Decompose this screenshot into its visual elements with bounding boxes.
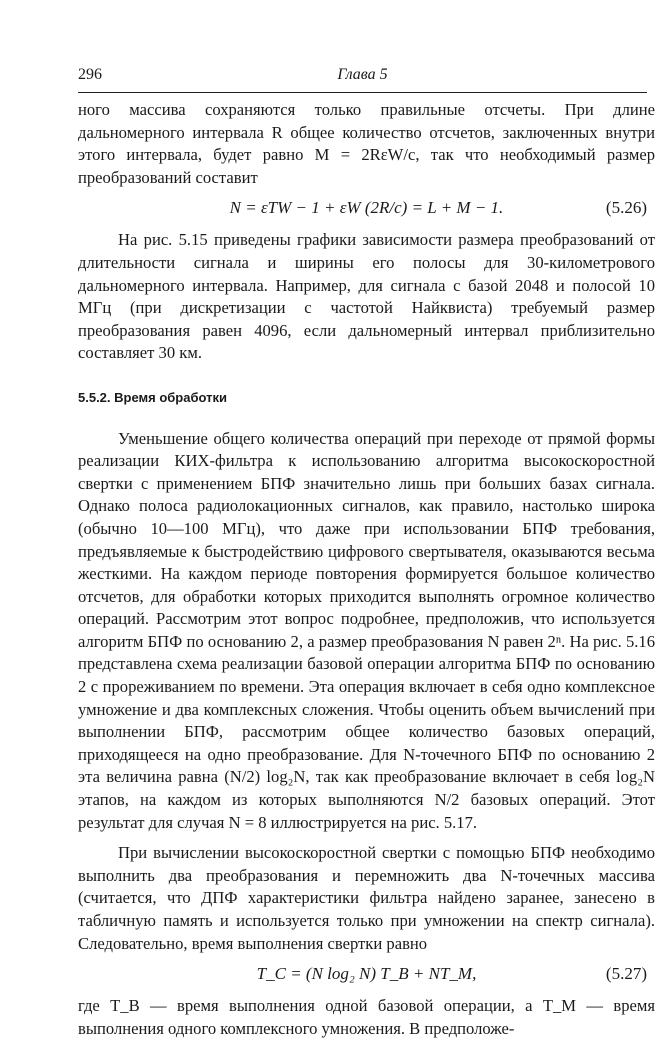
header-rule — [78, 92, 647, 93]
page-header — [78, 66, 647, 88]
section-heading: 5.5.2. Время обработки — [78, 389, 227, 405]
paragraph-continuation: ного массива сохраняются только правильные отсчеты. При длине дальномерного интервала R общее количество отсчетов, заключенных внутри этого интервала, будет равно M = 2RεW/c, так что необходимый размер преобразований составит — [78, 100, 655, 187]
paragraph-continuation: где T_B — время выполнения одной базовой операции, а T_M — время выполнения одного комплексного умножения. В предположе- — [78, 996, 655, 1038]
equation-expression: T_C = (N log₂ N) T_B + NT_M, — [256, 964, 477, 984]
paragraph: На рис. 5.15 приведены графики зависимости размера преобразований от длительности сигнала и ширины его полосы для 30-километрового дальномерного интервала. Например, для сигнала с базой 2048 и полосой 10 МГц (при дискретизации с частотой Найквиста) требуемый размер преобразования равен 4096, если дальномерный интервал приблизительно составляет 30 км. — [78, 230, 655, 363]
equation-number: (5.27) — [605, 964, 647, 984]
equation-expression: N = εTW − 1 + εW (2R/c) = L + M − 1. — [229, 198, 504, 218]
page-number: 296 — [78, 66, 102, 83]
paragraph: При вычислении высокоскоростной свертки с помощью БПФ необходимо выполнить два преобразования и перемножить два N-точечных массива (считается, что ДПФ характеристики фильтра найдено заранее, занесено в табличную память и используется только при умножении на спектр сигнала). Следовательно, время выполнения свертки равно — [78, 843, 655, 953]
equation-number: (5.26) — [605, 198, 647, 218]
paragraph: Уменьшение общего количества операций при переходе от прямой формы реализации КИХ-фильтра к использованию алгоритма высокоскоростной свертки с применением БПФ значительно лишь при больших базах сигнала. Однако полоса радиолокационных сигналов, как правило, настолько широка (обычно 10—100 МГц), что даже при использовании БПФ требования, предъявляемые к быстродействию цифрового свертывателя, оказываются весьма жесткими. На каждом периоде повторения формируется большое количество отсчетов, для обработки которых приходится выполнять огромное количество операций. Рассмотрим этот вопрос подробнее, предположив, что используется алгоритм БПФ по основанию 2, а размер преобразования N равен 2ⁿ. На рис. 5.16 представлена схема реализации базовой операции алгоритма БПФ по основанию 2 с прореживанием по времени. Эта операция включает в себя одно комплексное умножение и два комплексных сложения. Чтобы оценить объем вычислений при выполнении БПФ, рассмотрим общее количество базовых операций, приходящееся на одно преобразование. Для N-точечного БПФ по основанию 2 эта величина равна (N/2) log₂N, так как преобразование включает в себя log₂N этапов, на каждом из которых выполняются N/2 базовых операций. Этот результат для случая N = 8 иллюстрируется на рис. 5.17. — [78, 428, 655, 832]
equation-5-26 — [78, 193, 655, 223]
equation-5-27 — [78, 959, 655, 989]
running-head-chapter: Глава 5 — [337, 66, 388, 83]
body-text — [78, 99, 655, 1040]
